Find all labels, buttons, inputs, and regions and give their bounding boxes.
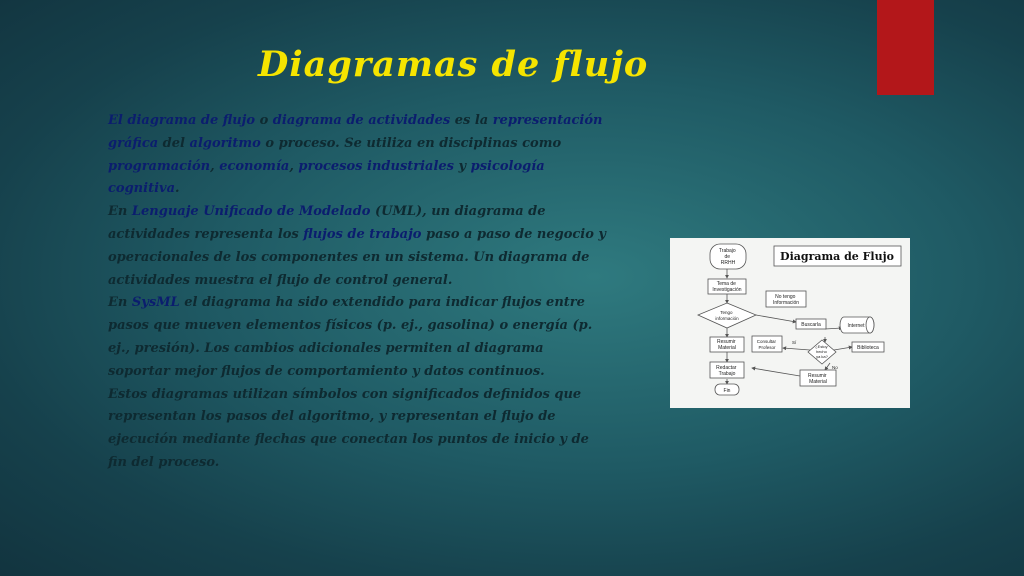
node-label: Trabajo	[718, 371, 736, 377]
node-biblioteca-text: Biblioteca	[857, 345, 879, 351]
text-segment: (UML), un diagrama de actividades representa los	[108, 204, 546, 242]
node-label: información	[715, 316, 739, 321]
text-segment: En	[108, 204, 132, 220]
node-label: Tema de	[716, 281, 736, 287]
link-programacion[interactable]: programación	[108, 158, 211, 174]
node-label: Material	[718, 345, 736, 351]
text-segment: del	[158, 135, 190, 151]
paragraph-uml	[108, 201, 608, 292]
text-segment: paso a paso de negocio y operacionales de los componentes en un sistema. Un diagrama de actividades muestra el flujo de control general.	[108, 226, 606, 288]
link-lenguaje-unificado-de-modelado[interactable]: Lenguaje Unificado de Modelado	[131, 204, 371, 220]
node-resumir-material-right-text	[808, 373, 828, 385]
node-fin-text: Fin	[723, 388, 731, 394]
text-segment: ,	[210, 158, 220, 174]
link-flujos-de-trabajo[interactable]: flujos de trabajo	[303, 226, 422, 242]
link-economia[interactable]: economía	[219, 158, 290, 174]
slide-title: Diagramas de flujo	[258, 44, 649, 85]
label-no: No	[832, 365, 838, 370]
node-no-tengo-informacion-text	[773, 294, 799, 306]
node-label: Profesor	[758, 345, 776, 350]
text-segment: ,	[289, 158, 299, 174]
slide-body-text	[108, 110, 608, 475]
paragraph-symbols: Estos diagramas utilizan símbolos con significados definidos que representan los pasos del algoritmo, y representan el flujo de ejecución mediante flechas que conectan los puntos de inicio y de fin del proceso.	[108, 386, 589, 470]
node-label: Material	[809, 379, 827, 385]
node-label: No tengo	[775, 294, 796, 300]
text-segment: .	[175, 181, 180, 197]
node-internet-text: Internet	[847, 323, 865, 329]
node-label: ya ka?	[816, 354, 828, 359]
node-label: ¿Estoy	[815, 344, 828, 349]
node-label: Resumir	[807, 373, 827, 379]
node-redactar-trabajo-text	[716, 365, 738, 377]
link-diagrama-de-flujo[interactable]: El diagrama de flujo	[108, 113, 256, 128]
text-segment: o	[255, 113, 273, 128]
node-label: de	[724, 254, 731, 260]
node-label: RRHH	[720, 260, 736, 266]
link-representacion-grafica[interactable]: representación gráfica	[108, 113, 603, 151]
text-segment: el diagrama ha sido extendido para indicar flujos entre pasos que mueven elementos físicos (p. ej., gasolina) o energía (p. ej., presión). Los cambios adicionales permiten al diagrama soportar mejor flujos de comportamiento y datos continuos.	[108, 295, 593, 379]
text-segment: o proceso. Se utiliza en disciplinas como	[260, 135, 562, 151]
paragraph-sysml	[108, 292, 608, 383]
flowchart-image	[670, 238, 910, 408]
node-label: Investigación	[712, 287, 742, 293]
node-label: hecho	[815, 349, 827, 354]
node-label: Redactar	[716, 365, 737, 371]
text-segment: es la	[450, 113, 493, 128]
node-label: Tengo	[720, 310, 733, 315]
node-buscarla-text: Buscarla	[801, 322, 821, 328]
link-psicologia-cognitiva[interactable]: psicología cognitiva	[108, 158, 545, 197]
figure-title: Diagrama de Flujo	[780, 250, 894, 263]
text-segment: y	[454, 158, 471, 174]
node-label: Resumir	[716, 339, 736, 345]
link-sysml[interactable]: SysML	[131, 295, 180, 311]
text-segment: En	[108, 295, 132, 311]
node-label: Información	[772, 300, 800, 306]
link-diagrama-de-actividades[interactable]: diagrama de actividades	[272, 113, 451, 128]
link-algoritmo[interactable]: algoritmo	[189, 135, 261, 151]
node-internet-cap	[866, 317, 874, 333]
link-procesos-industriales[interactable]: procesos industriales	[298, 158, 455, 174]
node-label: Consultar	[756, 339, 776, 344]
paragraph-definition	[108, 110, 608, 201]
node-label: Trabajo	[718, 248, 736, 254]
node-estoy-hecho-text	[815, 344, 829, 359]
label-si: Sí	[792, 340, 797, 345]
red-accent-tab	[877, 0, 934, 95]
node-consultar-profesor-text	[757, 339, 778, 350]
flowchart-svg	[670, 238, 910, 408]
node-resumir-material-left-text	[717, 339, 737, 351]
